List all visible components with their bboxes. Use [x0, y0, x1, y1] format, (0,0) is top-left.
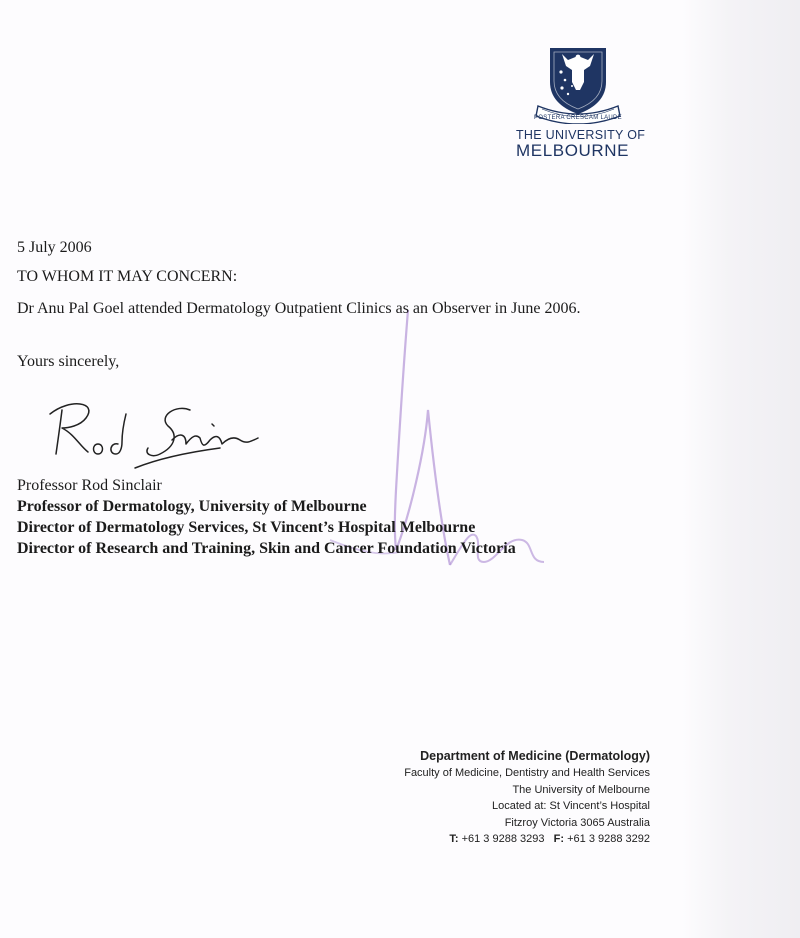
signatory-name: Professor Rod Sinclair — [17, 477, 162, 494]
university-name-line2: MELBOURNE — [516, 141, 630, 160]
university-line: The University of Melbourne — [512, 783, 650, 796]
closing: Yours sincerely, — [17, 353, 120, 370]
department-name: Department of Medicine (Dermatology) — [420, 749, 650, 763]
signature — [40, 388, 270, 478]
signatory-title-2: Director of Dermatology Services, St Vincent’s Hospital Melbourne — [17, 519, 476, 536]
phone-number: +61 3 9288 3293 — [461, 833, 545, 846]
signatory-title-1: Professor of Dermatology, University of Melbourne — [17, 498, 367, 515]
contact-line — [404, 831, 650, 848]
scan-edge-shading — [682, 0, 800, 938]
university-crest-icon — [528, 44, 628, 124]
signatory-title-3: Director of Research and Training, Skin and Cancer Foundation Victoria — [17, 540, 516, 557]
fax-label: F: — [553, 833, 565, 846]
motto-text: POSTERA CRESCAM LAUDE — [534, 115, 622, 121]
department-address-block — [404, 748, 650, 848]
address-line: Fitzroy Victoria 3065 Australia — [504, 816, 650, 829]
fax-number: +61 3 9288 3292 — [567, 833, 650, 846]
university-logo — [516, 44, 646, 161]
phone-label: T: — [449, 833, 459, 846]
letter-date: 5 July 2006 — [17, 239, 92, 256]
faculty-line: Faculty of Medicine, Dentistry and Health Services — [404, 767, 650, 779]
letter-body: Dr Anu Pal Goel attended Dermatology Outpatient Clinics as an Observer in June 2006. — [17, 300, 581, 317]
location-line: Located at: St Vincent’s Hospital — [492, 800, 650, 813]
university-name-line1: THE UNIVERSITY OF — [516, 128, 646, 142]
salutation: TO WHOM IT MAY CONCERN: — [17, 268, 238, 285]
